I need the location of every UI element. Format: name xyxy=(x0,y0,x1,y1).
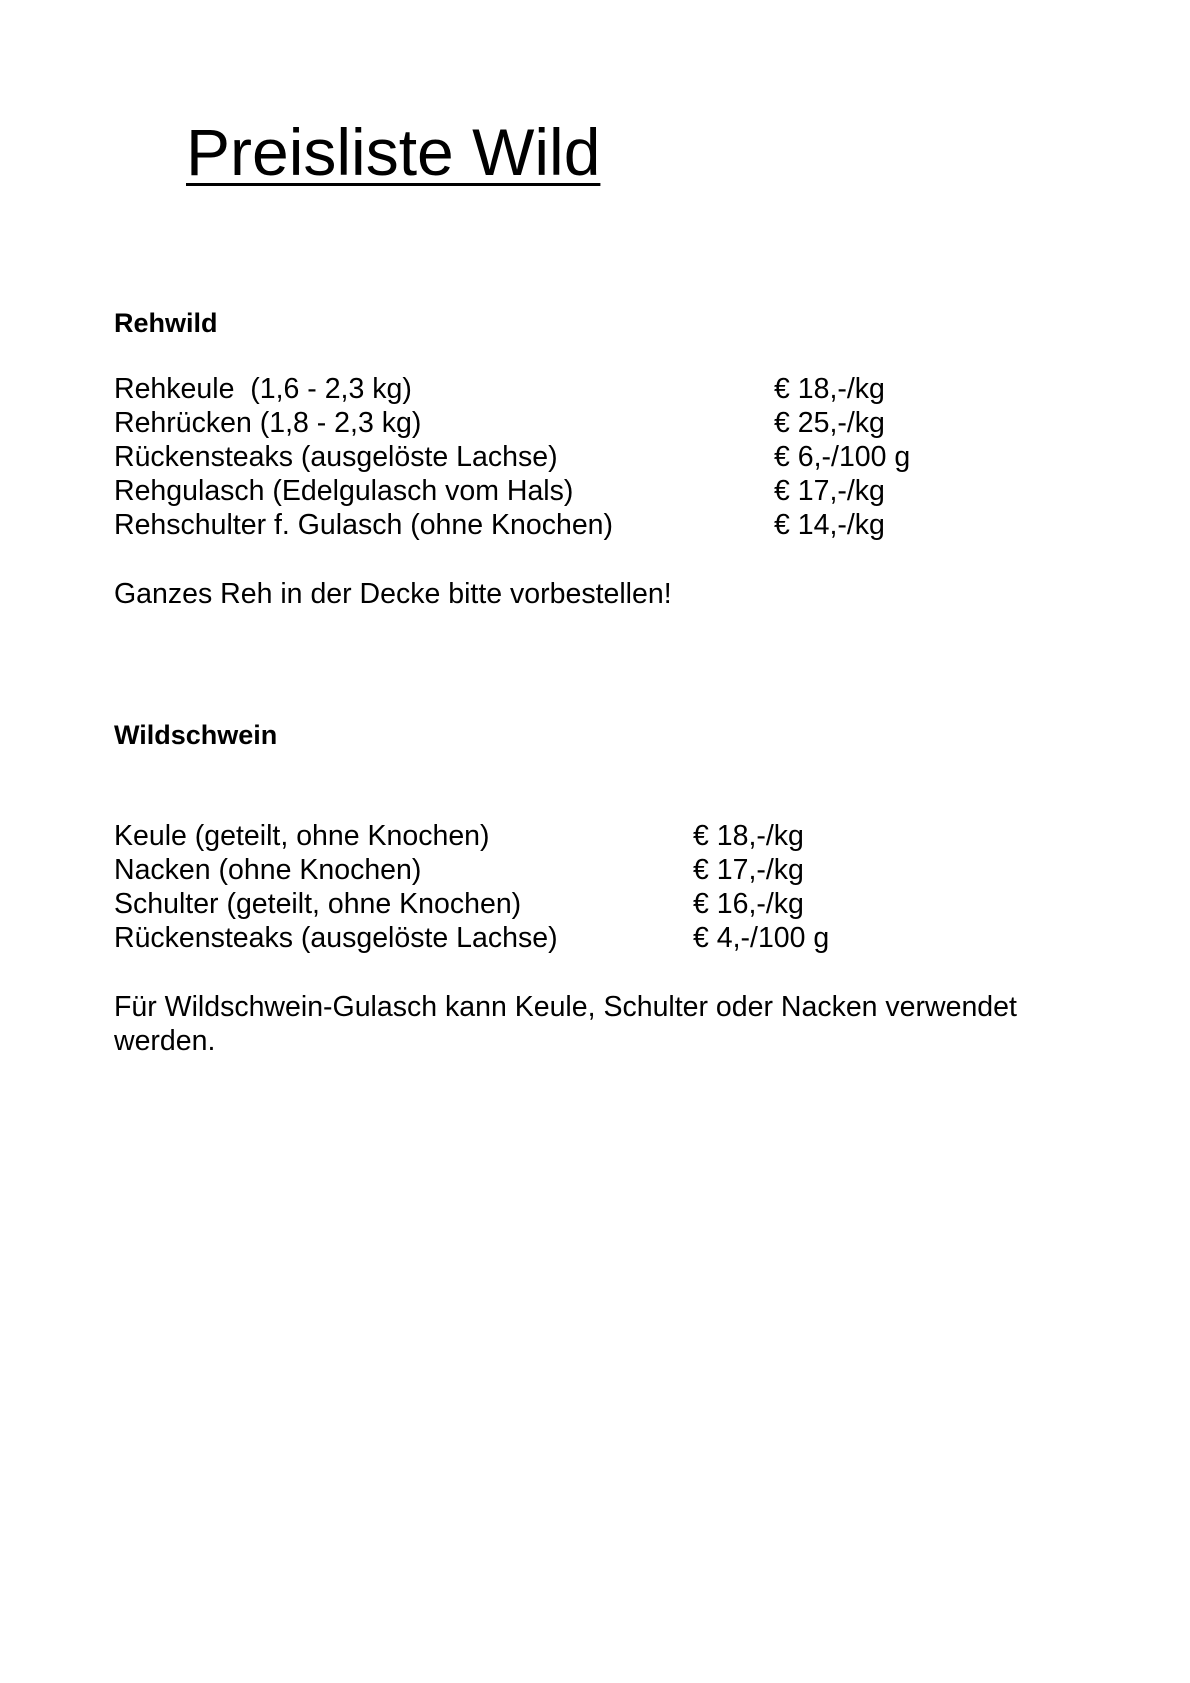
item-name: Rehgulasch (Edelgulasch vom Hals) xyxy=(114,475,574,507)
item-name: Keule (geteilt, ohne Knochen) xyxy=(114,820,490,852)
item-name: Rehschulter f. Gulasch (ohne Knochen) xyxy=(114,509,614,541)
item-price: € 17,-/kg xyxy=(693,854,804,886)
section-heading-rehwild: Rehwild xyxy=(114,308,218,338)
item-price: € 18,-/kg xyxy=(693,820,804,852)
item-price: € 4,-/100 g xyxy=(693,922,830,954)
item-name: Rückensteaks (ausgelöste Lachse) xyxy=(114,441,558,473)
section-note-wildschwein: Für Wildschwein-Gulasch kann Keule, Schulter oder Nacken verwendet werden. xyxy=(114,991,1017,1057)
section-note-rehwild: Ganzes Reh in der Decke bitte vorbestellen! xyxy=(114,578,672,610)
item-name: Rehkeule (1,6 - 2,3 kg) xyxy=(114,373,412,405)
page-title: Preisliste Wild xyxy=(186,115,601,189)
item-name: Rehrücken (1,8 - 2,3 kg) xyxy=(114,407,422,439)
item-price: € 17,-/kg xyxy=(774,475,885,507)
item-price: € 14,-/kg xyxy=(774,509,885,541)
item-price: € 6,-/100 g xyxy=(774,441,911,473)
item-name: Rückensteaks (ausgelöste Lachse) xyxy=(114,922,558,954)
item-price: € 18,-/kg xyxy=(774,373,885,405)
item-price: € 16,-/kg xyxy=(693,888,804,920)
item-name: Schulter (geteilt, ohne Knochen) xyxy=(114,888,522,920)
section-heading-wildschwein: Wildschwein xyxy=(114,720,278,750)
item-name: Nacken (ohne Knochen) xyxy=(114,854,422,886)
item-price: € 25,-/kg xyxy=(774,407,885,439)
